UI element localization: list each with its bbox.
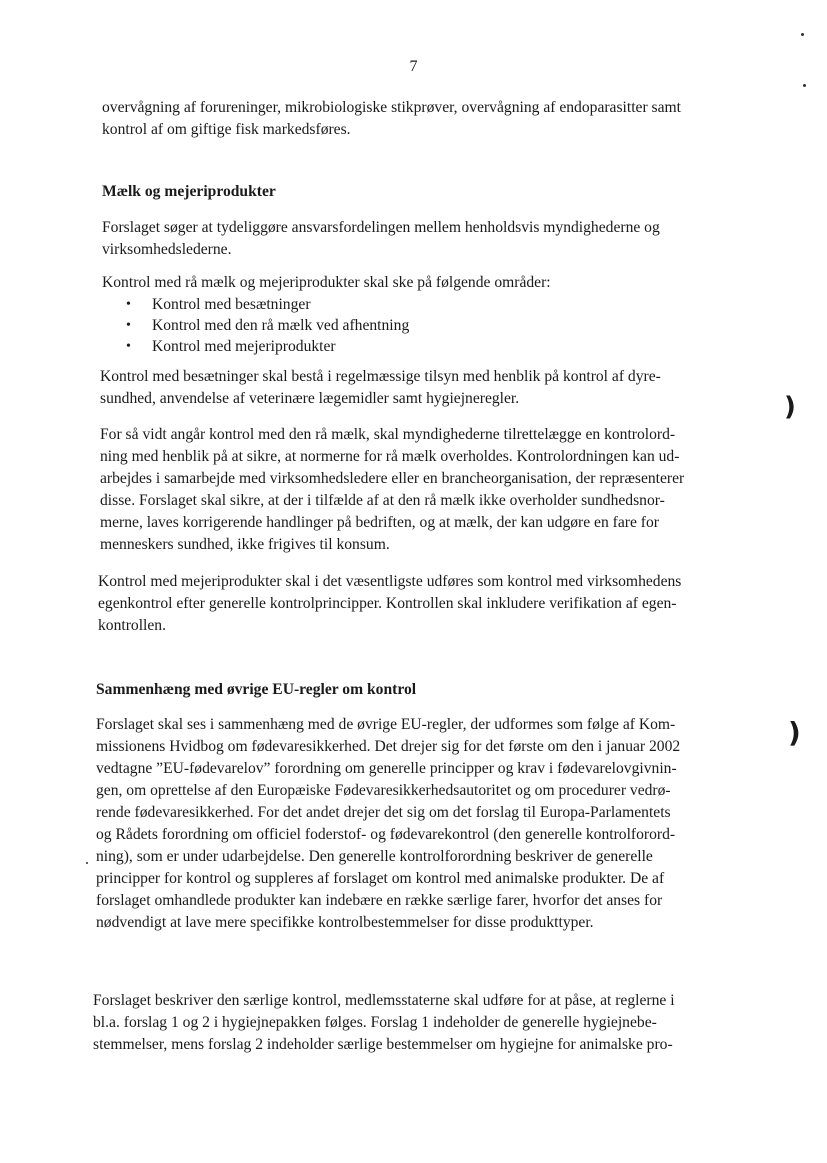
text-line: Kontrol med mejeriprodukter skal i det væsentligste udføres som kontrol med virksomhedens (98, 573, 682, 590)
text-line: bl.a. forslag 1 og 2 i hygiejnepakken følges. Forslag 1 indeholder de generelle hygiejnebe- (93, 1014, 657, 1031)
list-item (126, 336, 409, 357)
milk-paragraph-3 (100, 366, 661, 410)
text-line: For så vidt angår kontrol med den rå mælk, skal myndighederne tilrettelægge en kontrolord- (100, 426, 676, 443)
milk-paragraph-1 (102, 217, 660, 261)
text-line: Forslaget søger at tydeliggøre ansvarsfordelingen mellem henholdsvis myndighederne og (102, 219, 660, 236)
bullet-glyph: • (126, 318, 131, 333)
binder-hole-mark: ) (788, 716, 801, 749)
text-line: rende fødevaresikkerhed. For det andet drejer det sig om det forslag til Europa-Parlamentets (96, 804, 671, 821)
text-line: Kontrol med rå mælk og mejeriprodukter skal ske på følgende områder: (102, 274, 551, 291)
text-line: vedtagne ”EU-fødevarelov” forordning om generelle principper og krav i fødevarelovgivnin- (96, 760, 677, 777)
list-item (126, 315, 409, 336)
text-line: sundhed, anvendelse af veterinære lægemidler samt hygiejneregler. (100, 390, 520, 407)
eu-paragraph-1 (96, 714, 680, 934)
section-heading-eu-rules: Sammenhæng med øvrige EU-regler om kontrol (96, 681, 417, 698)
scan-speck (801, 33, 804, 36)
scan-speck (86, 862, 88, 864)
text-line: kontrollen. (98, 617, 166, 634)
text-line: nødvendigt at lave mere specifikke kontrolbestemmelser for disse produkttyper. (96, 914, 594, 931)
text-line: gen, om oprettelse af den Europæiske Fødevaresikkerhedsautoritet og om procedurer vedrø- (96, 782, 671, 799)
text-line: arbejdes i samarbejde med virksomhedsledere eller en brancheorganisation, der repræsenterer (100, 470, 685, 487)
eu-paragraph-2 (93, 990, 675, 1056)
text-line: ning), som er under udarbejdelse. Den generelle kontrolforordning beskriver de generelle (96, 848, 653, 865)
text-line: egenkontrol efter generelle kontrolprincipper. Kontrollen skal inkludere verifikation af egen- (98, 595, 677, 612)
text-line: forslaget omhandlede produkter kan indebære en række særlige farer, hvorfor det anses for (96, 892, 663, 909)
text-line: merne, laves korrigerende handlinger på bedriften, og at mælk, der kan udgøre en fare for (100, 514, 659, 531)
scan-speck (803, 84, 806, 87)
bullet-glyph: • (126, 339, 131, 354)
list-item-text: Kontrol med mejeriprodukter (152, 338, 336, 355)
page-number: 7 (409, 58, 418, 75)
text-line: Kontrol med besætninger skal bestå i regelmæssige tilsyn med henblik på kontrol af dyre- (100, 368, 661, 385)
text-line: kontrol af om giftige fisk markedsføres. (102, 121, 351, 138)
text-line: overvågning af forureninger, mikrobiologiske stikprøver, overvågning af endoparasitter samt (102, 99, 682, 116)
text-line: stemmelser, mens forslag 2 indeholder særlige bestemmelser om hygiejne for animalske pro- (93, 1036, 673, 1053)
text-line: menneskers sundhed, ikke frigives til konsum. (100, 536, 390, 553)
section-heading-milk: Mælk og mejeriprodukter (102, 183, 276, 200)
milk-paragraph-4 (100, 424, 684, 556)
text-line: disse. Forslaget skal sikre, at der i tilfælde af at den rå mælk ikke overholder sundhedsnor- (100, 492, 665, 509)
list-item (126, 294, 409, 315)
bullet-list (126, 294, 409, 357)
binder-hole-mark: ) (784, 392, 796, 422)
text-line: Forslaget beskriver den særlige kontrol, medlemsstaterne skal udføre for at påse, at reglerne i (93, 992, 675, 1009)
milk-paragraph-2 (102, 272, 551, 294)
text-line: og Rådets forordning om officiel foderstof- og fødevarekontrol (den generelle kontrolforord- (96, 826, 676, 843)
text-line: missionens Hvidbog om fødevaresikkerhed. Det drejer sig for det første om den i januar 2002 (96, 738, 681, 755)
milk-paragraph-5 (98, 571, 681, 637)
list-item-text: Kontrol med besætninger (152, 296, 311, 313)
bullet-glyph: • (126, 297, 131, 312)
text-line: ning med henblik på at sikre, at normerne for rå mælk overholdes. Kontrolordningen kan ud- (100, 448, 680, 465)
intro-paragraph (102, 97, 681, 141)
text-line: principper for kontrol og suppleres af forslaget om kontrol med animalske produkter. De af (96, 870, 665, 887)
list-item-text: Kontrol med den rå mælk ved afhentning (152, 317, 410, 334)
text-line: virksomhedslederne. (102, 241, 232, 258)
text-line: Forslaget skal ses i sammenhæng med de øvrige EU-regler, der udformes som følge af Kom- (96, 716, 676, 733)
